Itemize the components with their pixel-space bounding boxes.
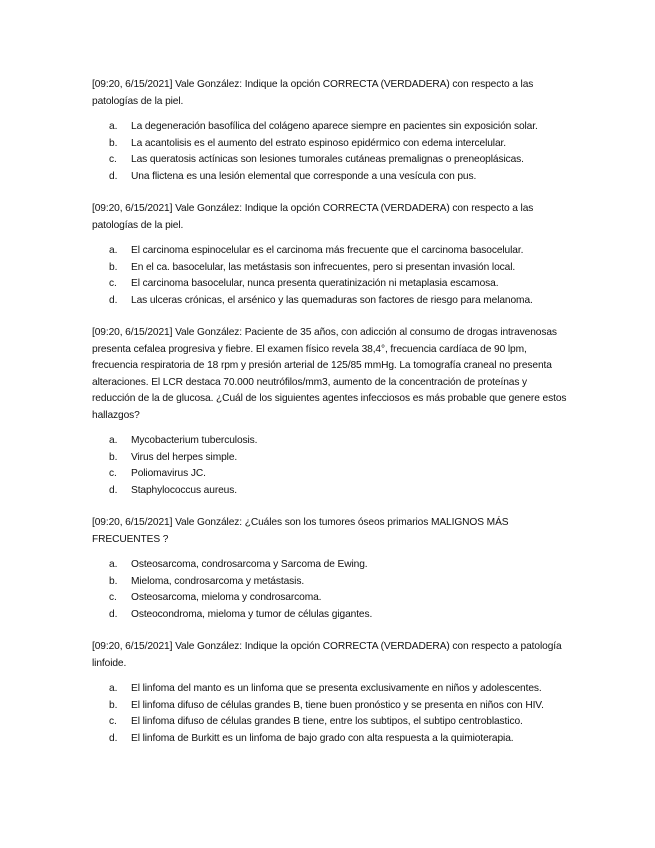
option-text: Mieloma, condrosarcoma y metástasis. — [131, 575, 305, 587]
option-text: Mycobacterium tuberculosis. — [131, 435, 258, 446]
option-letter: a. — [109, 683, 118, 694]
option-item — [92, 260, 567, 277]
option-letter: c. — [109, 716, 117, 727]
option-letter: d. — [109, 170, 118, 182]
option-item — [92, 466, 567, 483]
option-item — [92, 574, 567, 591]
option-text: Virus del herpes simple. — [131, 451, 238, 463]
option-letter: b. — [109, 137, 118, 149]
option-letter: b. — [109, 451, 118, 463]
option-item — [92, 590, 567, 607]
option-letter: d. — [109, 608, 118, 620]
option-item — [92, 607, 567, 624]
question-header: [09:20, 6/15/2021] Vale González: Indique la opción CORRECTA (VERDADERA) con respecto a las patologías de la piel. — [92, 79, 534, 107]
question-block — [92, 639, 567, 747]
option-letter: c. — [109, 468, 117, 479]
option-text: La degeneración basofílica del colágeno aparece siempre en pacientes sin exposición solar. — [131, 121, 538, 132]
option-item — [92, 450, 567, 467]
option-text: Staphylococcus aureus. — [131, 484, 237, 496]
option-item — [92, 152, 567, 169]
option-item — [92, 276, 567, 293]
option-item — [92, 119, 567, 136]
question-block — [92, 201, 567, 309]
option-letter: c. — [109, 592, 117, 603]
option-item — [92, 136, 567, 153]
question-header: [09:20, 6/15/2021] Vale González: Indique la opción CORRECTA (VERDADERA) con respecto a patología linfoide. — [92, 641, 562, 669]
option-letter: a. — [109, 121, 118, 132]
question-block — [92, 77, 567, 185]
option-item — [92, 698, 567, 715]
option-item — [92, 433, 567, 450]
option-text: Poliomavirus JC. — [131, 468, 206, 479]
option-list — [92, 119, 567, 185]
option-text: Una flictena es una lesión elemental que corresponde a una vesícula con pus. — [131, 170, 477, 182]
option-list — [92, 557, 567, 623]
question-header: [09:20, 6/15/2021] Vale González: Indique la opción CORRECTA (VERDADERA) con respecto a las patologías de la piel. — [92, 203, 534, 231]
option-letter: d. — [109, 294, 118, 306]
option-text: El linfoma del manto es un linfoma que se presenta exclusivamente en niños y adolescentes. — [131, 683, 542, 694]
question-block — [92, 515, 567, 623]
option-item — [92, 731, 567, 748]
question-header: [09:20, 6/15/2021] Vale González: ¿Cuáles son los tumores óseos primarios MALIGNOS MÁS FRECUENTES ? — [92, 517, 509, 545]
option-list — [92, 243, 567, 309]
document-content — [92, 77, 567, 763]
option-item — [92, 243, 567, 260]
option-text: El linfoma difuso de células grandes B tiene, entre los subtipos, el subtipo centroblastico. — [131, 716, 523, 727]
option-text: Osteocondroma, mieloma y tumor de células gigantes. — [131, 608, 373, 620]
option-letter: c. — [109, 278, 117, 289]
option-list — [92, 681, 567, 747]
option-text: En el ca. basocelular, las metástasis son infrecuentes, pero si presentan invasión local. — [131, 261, 516, 273]
option-item — [92, 293, 567, 310]
option-item — [92, 169, 567, 186]
option-list — [92, 433, 567, 499]
option-text: La acantolisis es el aumento del estrato espinoso epidérmico con edema intercelular. — [131, 137, 506, 149]
option-text: El carcinoma basocelular, nunca presenta queratinización ni metaplasia escamosa. — [131, 278, 499, 289]
option-letter: a. — [109, 435, 118, 446]
option-text: El carcinoma espinocelular es el carcinoma más frecuente que el carcinoma basocelular. — [131, 245, 524, 256]
option-text: Las queratosis actínicas son lesiones tumorales cutáneas premalignas o preneoplásicas. — [131, 154, 524, 165]
option-letter: b. — [109, 699, 118, 711]
option-text: Osteosarcoma, mieloma y condrosarcoma. — [131, 592, 322, 603]
option-text: Osteosarcoma, condrosarcoma y Sarcoma de Ewing. — [131, 559, 368, 570]
option-letter: d. — [109, 732, 118, 744]
option-letter: d. — [109, 484, 118, 496]
question-block — [92, 325, 567, 499]
option-item — [92, 714, 567, 731]
option-text: El linfoma difuso de células grandes B, tiene buen pronóstico y se presenta en niños con HIV. — [131, 699, 544, 711]
option-item — [92, 483, 567, 500]
option-text: El linfoma de Burkitt es un linfoma de bajo grado con alta respuesta a la quimioterapia. — [131, 732, 514, 744]
option-letter: a. — [109, 559, 118, 570]
option-item — [92, 557, 567, 574]
question-header: [09:20, 6/15/2021] Vale González: Paciente de 35 años, con adicción al consumo de drogas intravenosas presenta cefalea progresiva y fiebre. El examen físico revela 38,4°, frecuencia cardíaca de 90 lpm, frecuencia respiratoria de 18 rpm y presión arterial de 125/85 mmHg. La tomografía craneal no presenta alteraciones. El LCR destaca 70.000 neutrófilos/mm3, aumento de la concentración de proteínas y reducción de la de glucosa. ¿Cuál de los siguientes agentes infecciosos es más probable que genere estos hallazgos? — [92, 327, 567, 421]
option-letter: c. — [109, 154, 117, 165]
option-letter: b. — [109, 575, 118, 587]
option-text: Las ulceras crónicas, el arsénico y las quemaduras son factores de riesgo para melanoma. — [131, 294, 533, 306]
option-item — [92, 681, 567, 698]
option-letter: b. — [109, 261, 118, 273]
option-letter: a. — [109, 245, 118, 256]
